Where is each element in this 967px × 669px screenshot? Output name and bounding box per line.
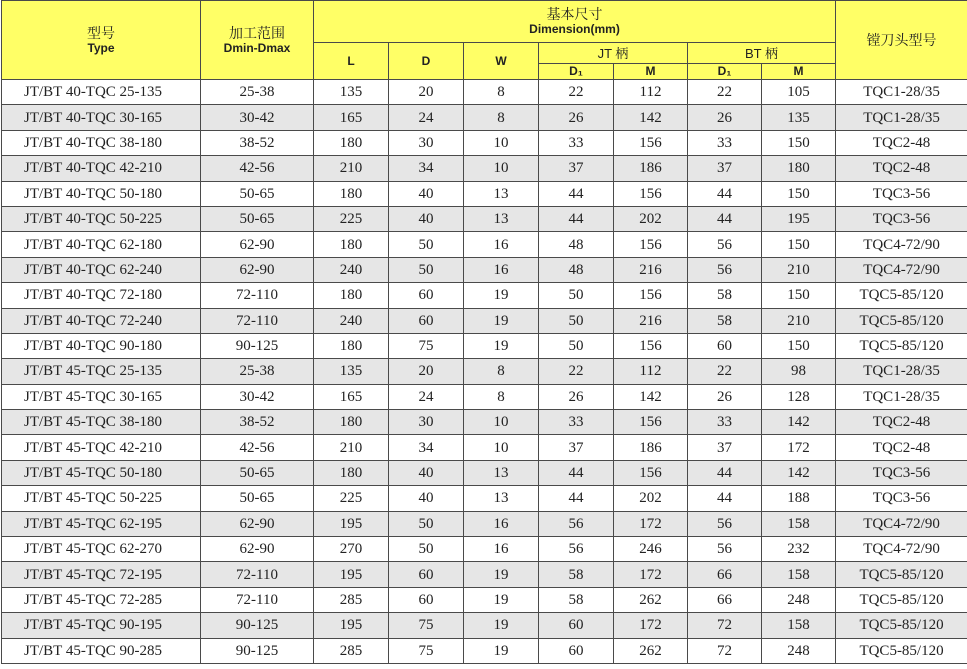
jt-m-cell: 172	[614, 613, 688, 638]
bt-m-cell: 180	[762, 156, 836, 181]
table-row	[2, 283, 967, 308]
type-cell: JT/BT 45-TQC 38-180	[2, 410, 201, 435]
jt-m-cell: 216	[614, 257, 688, 282]
head-model-cell: TQC3-56	[836, 206, 967, 231]
jt-d1-cell: 44	[539, 181, 614, 206]
D-cell: 60	[389, 587, 464, 612]
bt-m-cell: 128	[762, 384, 836, 409]
W-cell: 19	[464, 613, 539, 638]
jt-d1-cell: 56	[539, 537, 614, 562]
type-cell: JT/BT 40-TQC 62-240	[2, 257, 201, 282]
head-model-cell: TQC3-56	[836, 181, 967, 206]
type-cell: JT/BT 45-TQC 90-285	[2, 638, 201, 663]
head-model-cell: TQC4-72/90	[836, 511, 967, 536]
bt-d1-cell: 22	[688, 80, 762, 105]
table-row	[2, 384, 967, 409]
D-cell: 20	[389, 80, 464, 105]
type-cell: JT/BT 40-TQC 62-180	[2, 232, 201, 257]
bt-d1-cell: 37	[688, 435, 762, 460]
bt-m-cell: 232	[762, 537, 836, 562]
range-cell: 90-125	[201, 613, 314, 638]
head-model-cell: TQC5-85/120	[836, 613, 967, 638]
jt-d1-cell: 50	[539, 308, 614, 333]
jt-m-cell: 156	[614, 410, 688, 435]
D-cell: 40	[389, 206, 464, 231]
jt-m-cell: 156	[614, 283, 688, 308]
jt-m-cell: 156	[614, 130, 688, 155]
W-cell: 19	[464, 562, 539, 587]
L-cell: 180	[314, 232, 389, 257]
W-cell: 19	[464, 333, 539, 358]
bt-m-cell: 210	[762, 308, 836, 333]
type-cell: JT/BT 40-TQC 42-210	[2, 156, 201, 181]
jt-d1-cell: 50	[539, 283, 614, 308]
W-cell: 13	[464, 181, 539, 206]
range-cell: 25-38	[201, 359, 314, 384]
bt-m-cell: 210	[762, 257, 836, 282]
jt-m-cell: 156	[614, 460, 688, 485]
jt-m-cell: 262	[614, 587, 688, 612]
bt-m-cell: 142	[762, 460, 836, 485]
table-row	[2, 232, 967, 257]
type-cell: JT/BT 45-TQC 30-165	[2, 384, 201, 409]
jt-m-cell: 156	[614, 181, 688, 206]
jt-m-cell: 202	[614, 206, 688, 231]
head-model-cell: TQC4-72/90	[836, 257, 967, 282]
range-cell: 42-56	[201, 156, 314, 181]
table-row	[2, 333, 967, 358]
bt-d1-cell: 33	[688, 410, 762, 435]
bt-m-cell: 135	[762, 105, 836, 130]
L-cell: 195	[314, 562, 389, 587]
L-cell: 180	[314, 181, 389, 206]
table-row	[2, 359, 967, 384]
table-row	[2, 435, 967, 460]
table-row	[2, 537, 967, 562]
L-cell: 285	[314, 638, 389, 663]
bt-m-cell: 158	[762, 613, 836, 638]
bt-m-cell: 150	[762, 181, 836, 206]
range-cell: 38-52	[201, 130, 314, 155]
jt-d1-cell: 37	[539, 435, 614, 460]
W-cell: 13	[464, 206, 539, 231]
table-row	[2, 613, 967, 638]
boring-bar-spec-table	[1, 0, 967, 664]
head-model-cell: TQC1-28/35	[836, 80, 967, 105]
type-cell: JT/BT 40-TQC 30-165	[2, 105, 201, 130]
range-cell: 90-125	[201, 638, 314, 663]
range-header	[201, 1, 314, 80]
W-cell: 16	[464, 257, 539, 282]
table-row	[2, 80, 967, 105]
jt-d1-cell: 48	[539, 232, 614, 257]
jt-d1-cell: 22	[539, 80, 614, 105]
bt-d1-cell: 60	[688, 333, 762, 358]
L-cell: 180	[314, 333, 389, 358]
head-model-cell: TQC2-48	[836, 435, 967, 460]
table-row	[2, 587, 967, 612]
col-D-header: D	[389, 43, 464, 80]
bt-m-cell: 248	[762, 638, 836, 663]
bt-d1-cell: 56	[688, 511, 762, 536]
head-model-cell: TQC2-48	[836, 156, 967, 181]
bt-d1-cell: 56	[688, 257, 762, 282]
bt-m-cell: 158	[762, 562, 836, 587]
D-cell: 20	[389, 359, 464, 384]
L-cell: 180	[314, 130, 389, 155]
jt-d1-cell: 60	[539, 638, 614, 663]
range-cell: 42-56	[201, 435, 314, 460]
L-cell: 195	[314, 613, 389, 638]
head-model-header: 镗刀头型号	[836, 1, 967, 80]
W-cell: 13	[464, 486, 539, 511]
bt-shank-header: BT 柄	[688, 43, 836, 64]
table-row	[2, 181, 967, 206]
range-cell: 90-125	[201, 333, 314, 358]
W-cell: 8	[464, 80, 539, 105]
L-cell: 270	[314, 537, 389, 562]
W-cell: 16	[464, 232, 539, 257]
L-cell: 225	[314, 486, 389, 511]
L-cell: 225	[314, 206, 389, 231]
dimension-header	[314, 1, 836, 43]
head-model-cell: TQC5-85/120	[836, 638, 967, 663]
D-cell: 30	[389, 410, 464, 435]
jt-d1-cell: 26	[539, 105, 614, 130]
type-cell: JT/BT 40-TQC 72-240	[2, 308, 201, 333]
table-row	[2, 410, 967, 435]
bt-d1-cell: 26	[688, 384, 762, 409]
W-cell: 19	[464, 587, 539, 612]
range-cell: 62-90	[201, 537, 314, 562]
L-cell: 210	[314, 435, 389, 460]
jt-d1-cell: 22	[539, 359, 614, 384]
type-cell: JT/BT 40-TQC 50-225	[2, 206, 201, 231]
jt-m-header: M	[614, 64, 688, 80]
bt-d1-cell: 66	[688, 562, 762, 587]
bt-m-cell: 150	[762, 333, 836, 358]
head-model-cell: TQC5-85/120	[836, 562, 967, 587]
bt-d1-cell: 22	[688, 359, 762, 384]
bt-d1-cell: 56	[688, 232, 762, 257]
jt-d1-cell: 44	[539, 486, 614, 511]
jt-m-cell: 262	[614, 638, 688, 663]
range-cell: 25-38	[201, 80, 314, 105]
bt-m-cell: 150	[762, 130, 836, 155]
W-cell: 16	[464, 511, 539, 536]
range-cell: 72-110	[201, 283, 314, 308]
bt-d1-cell: 26	[688, 105, 762, 130]
type-cell: JT/BT 45-TQC 72-195	[2, 562, 201, 587]
bt-m-cell: 248	[762, 587, 836, 612]
L-cell: 285	[314, 587, 389, 612]
table-header	[2, 1, 967, 80]
jt-m-cell: 112	[614, 80, 688, 105]
bt-m-cell: 172	[762, 435, 836, 460]
jt-d1-header: D₁	[539, 64, 614, 80]
bt-m-header: M	[762, 64, 836, 80]
W-cell: 10	[464, 435, 539, 460]
jt-d1-cell: 37	[539, 156, 614, 181]
head-model-cell: TQC5-85/120	[836, 283, 967, 308]
dimension-header-en: Dimension(mm)	[529, 22, 620, 36]
bt-d1-cell: 44	[688, 206, 762, 231]
head-model-cell: TQC2-48	[836, 410, 967, 435]
D-cell: 40	[389, 460, 464, 485]
type-cell: JT/BT 45-TQC 62-270	[2, 537, 201, 562]
D-cell: 30	[389, 130, 464, 155]
D-cell: 75	[389, 638, 464, 663]
range-cell: 62-90	[201, 257, 314, 282]
range-cell: 50-65	[201, 206, 314, 231]
D-cell: 60	[389, 308, 464, 333]
bt-m-cell: 150	[762, 283, 836, 308]
type-cell: JT/BT 40-TQC 72-180	[2, 283, 201, 308]
type-cell: JT/BT 40-TQC 25-135	[2, 80, 201, 105]
jt-m-cell: 246	[614, 537, 688, 562]
D-cell: 75	[389, 333, 464, 358]
L-cell: 240	[314, 257, 389, 282]
type-cell: JT/BT 45-TQC 25-135	[2, 359, 201, 384]
type-cell: JT/BT 45-TQC 72-285	[2, 587, 201, 612]
bt-d1-cell: 33	[688, 130, 762, 155]
jt-d1-cell: 26	[539, 384, 614, 409]
jt-d1-cell: 44	[539, 206, 614, 231]
head-model-cell: TQC5-85/120	[836, 333, 967, 358]
jt-m-cell: 156	[614, 232, 688, 257]
D-cell: 24	[389, 105, 464, 130]
dimension-header-cn: 基本尺寸	[546, 6, 603, 22]
jt-m-cell: 112	[614, 359, 688, 384]
D-cell: 60	[389, 283, 464, 308]
jt-m-cell: 186	[614, 435, 688, 460]
type-cell: JT/BT 45-TQC 62-195	[2, 511, 201, 536]
head-model-cell: TQC1-28/35	[836, 384, 967, 409]
type-header	[2, 1, 201, 80]
col-W-header: W	[464, 43, 539, 80]
jt-m-cell: 142	[614, 105, 688, 130]
D-cell: 40	[389, 486, 464, 511]
L-cell: 180	[314, 283, 389, 308]
head-model-cell: TQC3-56	[836, 486, 967, 511]
L-cell: 180	[314, 410, 389, 435]
bt-d1-cell: 58	[688, 283, 762, 308]
table-row	[2, 206, 967, 231]
head-model-cell: TQC4-72/90	[836, 232, 967, 257]
table-row	[2, 130, 967, 155]
jt-m-cell: 216	[614, 308, 688, 333]
table-row	[2, 308, 967, 333]
jt-m-cell: 202	[614, 486, 688, 511]
bt-d1-cell: 58	[688, 308, 762, 333]
range-cell: 62-90	[201, 511, 314, 536]
bt-d1-cell: 44	[688, 181, 762, 206]
bt-m-cell: 188	[762, 486, 836, 511]
range-cell: 72-110	[201, 587, 314, 612]
jt-d1-cell: 33	[539, 130, 614, 155]
range-cell: 62-90	[201, 232, 314, 257]
W-cell: 19	[464, 638, 539, 663]
type-cell: JT/BT 45-TQC 50-180	[2, 460, 201, 485]
range-cell: 50-65	[201, 486, 314, 511]
jt-d1-cell: 50	[539, 333, 614, 358]
bt-d1-cell: 37	[688, 156, 762, 181]
L-cell: 135	[314, 80, 389, 105]
table-row	[2, 156, 967, 181]
L-cell: 195	[314, 511, 389, 536]
W-cell: 16	[464, 537, 539, 562]
W-cell: 13	[464, 460, 539, 485]
jt-m-cell: 186	[614, 156, 688, 181]
type-cell: JT/BT 45-TQC 42-210	[2, 435, 201, 460]
D-cell: 40	[389, 181, 464, 206]
range-cell: 72-110	[201, 308, 314, 333]
type-cell: JT/BT 45-TQC 90-195	[2, 613, 201, 638]
jt-m-cell: 172	[614, 511, 688, 536]
D-cell: 75	[389, 613, 464, 638]
bt-m-cell: 98	[762, 359, 836, 384]
jt-d1-cell: 60	[539, 613, 614, 638]
table-row	[2, 105, 967, 130]
D-cell: 34	[389, 156, 464, 181]
W-cell: 8	[464, 384, 539, 409]
table-row	[2, 257, 967, 282]
table-row	[2, 460, 967, 485]
bt-d1-cell: 66	[688, 587, 762, 612]
L-cell: 165	[314, 384, 389, 409]
jt-d1-cell: 33	[539, 410, 614, 435]
head-model-cell: TQC5-85/120	[836, 308, 967, 333]
table-row	[2, 562, 967, 587]
W-cell: 10	[464, 410, 539, 435]
bt-d1-cell: 44	[688, 460, 762, 485]
type-header-cn: 型号	[87, 24, 115, 41]
jt-d1-cell: 56	[539, 511, 614, 536]
head-model-cell: TQC1-28/35	[836, 359, 967, 384]
bt-m-cell: 142	[762, 410, 836, 435]
range-cell: 50-65	[201, 181, 314, 206]
range-cell: 38-52	[201, 410, 314, 435]
range-cell: 72-110	[201, 562, 314, 587]
type-cell: JT/BT 45-TQC 50-225	[2, 486, 201, 511]
head-model-cell: TQC3-56	[836, 460, 967, 485]
col-L-header: L	[314, 43, 389, 80]
D-cell: 50	[389, 232, 464, 257]
jt-d1-cell: 58	[539, 587, 614, 612]
type-header-en: Type	[87, 40, 115, 55]
bt-d1-cell: 56	[688, 537, 762, 562]
jt-d1-cell: 44	[539, 460, 614, 485]
head-model-cell: TQC2-48	[836, 130, 967, 155]
type-cell: JT/BT 40-TQC 50-180	[2, 181, 201, 206]
table-row	[2, 511, 967, 536]
bt-m-cell: 158	[762, 511, 836, 536]
L-cell: 240	[314, 308, 389, 333]
bt-d1-cell: 72	[688, 638, 762, 663]
D-cell: 50	[389, 257, 464, 282]
bt-m-cell: 105	[762, 80, 836, 105]
W-cell: 10	[464, 130, 539, 155]
bt-m-cell: 195	[762, 206, 836, 231]
W-cell: 19	[464, 308, 539, 333]
D-cell: 24	[389, 384, 464, 409]
range-header-cn: 加工范围	[229, 24, 285, 41]
range-cell: 30-42	[201, 105, 314, 130]
jt-shank-header: JT 柄	[539, 43, 688, 64]
type-cell: JT/BT 40-TQC 90-180	[2, 333, 201, 358]
jt-m-cell: 172	[614, 562, 688, 587]
L-cell: 210	[314, 156, 389, 181]
D-cell: 50	[389, 511, 464, 536]
table-row	[2, 486, 967, 511]
D-cell: 50	[389, 537, 464, 562]
L-cell: 165	[314, 105, 389, 130]
range-cell: 30-42	[201, 384, 314, 409]
bt-d1-cell: 72	[688, 613, 762, 638]
jt-d1-cell: 58	[539, 562, 614, 587]
jt-d1-cell: 48	[539, 257, 614, 282]
head-model-cell: TQC5-85/120	[836, 587, 967, 612]
W-cell: 8	[464, 105, 539, 130]
W-cell: 8	[464, 359, 539, 384]
jt-m-cell: 156	[614, 333, 688, 358]
bt-d1-cell: 44	[688, 486, 762, 511]
W-cell: 19	[464, 283, 539, 308]
head-model-cell: TQC1-28/35	[836, 105, 967, 130]
L-cell: 135	[314, 359, 389, 384]
D-cell: 60	[389, 562, 464, 587]
jt-m-cell: 142	[614, 384, 688, 409]
bt-m-cell: 150	[762, 232, 836, 257]
range-header-en: Dmin-Dmax	[223, 40, 291, 55]
table-body	[2, 80, 967, 664]
table-row	[2, 638, 967, 663]
type-cell: JT/BT 40-TQC 38-180	[2, 130, 201, 155]
range-cell: 50-65	[201, 460, 314, 485]
W-cell: 10	[464, 156, 539, 181]
L-cell: 180	[314, 460, 389, 485]
head-model-cell: TQC4-72/90	[836, 537, 967, 562]
bt-d1-header: D₁	[688, 64, 762, 80]
D-cell: 34	[389, 435, 464, 460]
